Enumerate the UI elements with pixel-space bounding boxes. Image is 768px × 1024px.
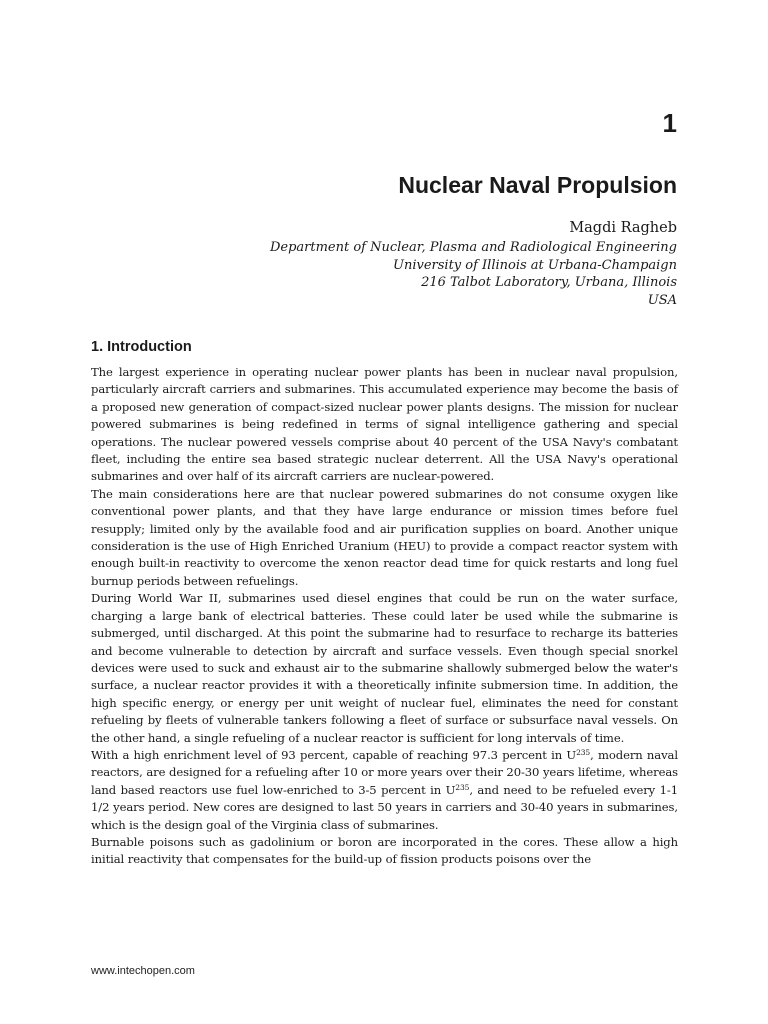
superscript-235: 235 [576, 747, 591, 757]
paragraph-4-text-c: , and need to be refueled every 1-1 1/2 years period. New cores are designed to last 50 years in carriers and 30-40 years in submarines, which is the design goal of the Virginia class of submarines. [91, 782, 678, 832]
paragraph-4 [91, 747, 678, 834]
paragraph-4-text-b: , modern naval reactors, are designed for a refueling after 10 or more years over their 20-30 years lifetime, whereas land based reactors use fuel low-enriched to 3-5 percent in U [91, 747, 678, 797]
section-heading: 1. Introduction [91, 339, 192, 355]
author-name: Magdi Ragheb [569, 220, 677, 236]
affiliation-country: USA [647, 292, 677, 308]
affiliation-department: Department of Nuclear, Plasma and Radiological Engineering [269, 240, 677, 255]
superscript-235: 235 [455, 782, 470, 792]
paragraph-5: Burnable poisons such as gadolinium or boron are incorporated in the cores. These allow a high initial reactivity that compensates for the build-up of fission products poisons over the [91, 834, 678, 867]
paragraph-2: The main considerations here are that nuclear powered submarines do not consume oxygen like conventional power plants, and that they have large endurance or mission times before fuel resupply; limited only by the available food and air purification supplies on board. Another unique consideration is the use of High Enriched Uranium (HEU) to provide a compact reactor system with enough built-in reactivity to overcome the xenon reactor dead time for quick restarts and long fuel burnup periods between refuelings. [91, 486, 678, 588]
chapter-title: Nuclear Naval Propulsion [398, 172, 677, 198]
paragraph-4-text-a: With a high enrichment level of 93 percent, capable of reaching 97.3 percent in U [91, 747, 577, 762]
chapter-number: 1 [662, 108, 677, 138]
affiliation-address: 216 Talbot Laboratory, Urbana, Illinois [421, 275, 677, 290]
author-block [270, 218, 677, 309]
footer-url: www.intechopen.com [91, 965, 195, 977]
paragraph-1: The largest experience in operating nuclear power plants has been in nuclear naval propulsion, particularly aircraft carriers and submarines. This accumulated experience may become the basis of a proposed new generation of compact-sized nuclear power plants designs. The mission for nuclear powered submarines is being redefined in terms of signal intelligence gathering and special operations. The nuclear powered vessels comprise about 40 percent of the USA Navy's combatant fleet, including the entire sea based strategic nuclear deterrent. All the USA Navy's operational submarines and over half of its aircraft carriers are nuclear-powered. [91, 365, 678, 484]
affiliation-university: University of Illinois at Urbana-Champaign [393, 257, 677, 273]
paragraph-3: During World War II, submarines used diesel engines that could be run on the water surface, charging a large bank of electrical batteries. These could later be used while the submarine is submerged, until discharged. At this point the submarine had to resurface to recharge its batteries and become vulnerable to detection by aircraft and surface vessels. Even though special snorkel devices were used to suck and exhaust air to the submarine shallowly submerged below the water's surface, a nuclear reactor provides it with a theoretically infinite submersion time. In addition, the high specific energy, or energy per unit weight of nuclear fuel, eliminates the need for constant refueling by fleets of vulnerable tankers following a fleet of surface or subsurface naval vessels. On the other hand, a single refueling of a nuclear reactor is sufficient for long intervals of time. [91, 591, 678, 745]
body-text [91, 364, 678, 869]
